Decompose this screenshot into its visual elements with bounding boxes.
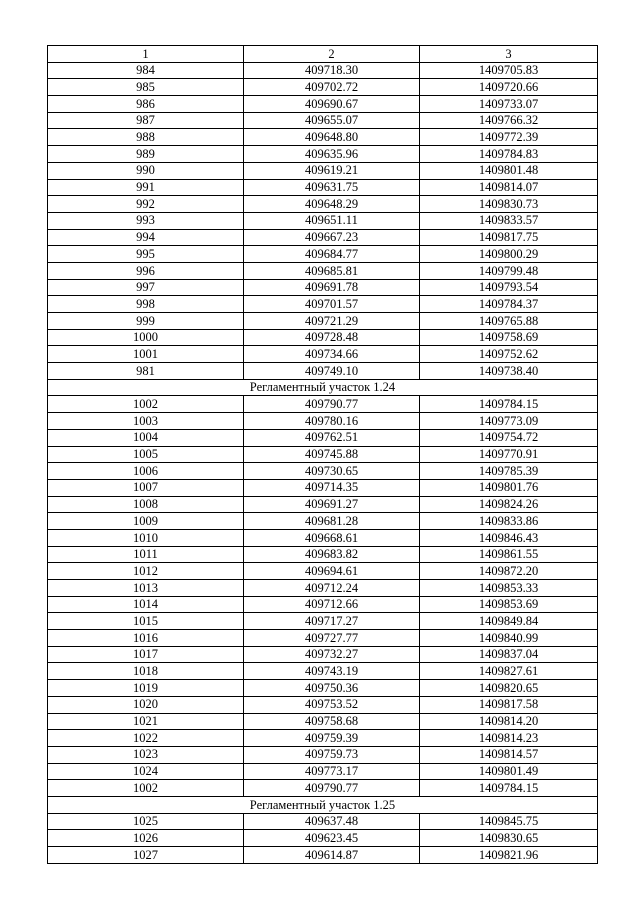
x-coordinate-cell: 409635.96 xyxy=(244,146,420,163)
y-coordinate-cell: 1409784.15 xyxy=(420,396,598,413)
point-number-cell: 985 xyxy=(48,79,244,96)
point-number-cell: 1011 xyxy=(48,546,244,563)
table-row xyxy=(48,279,598,296)
point-number-cell: 997 xyxy=(48,279,244,296)
table-row xyxy=(48,62,598,79)
table-row xyxy=(48,746,598,763)
x-coordinate-cell: 409702.72 xyxy=(244,79,420,96)
table-row xyxy=(48,262,598,279)
point-number-cell: 1018 xyxy=(48,663,244,680)
table-row xyxy=(48,413,598,430)
x-coordinate-cell: 409759.73 xyxy=(244,746,420,763)
point-number-cell: 1006 xyxy=(48,463,244,480)
x-coordinate-cell: 409727.77 xyxy=(244,630,420,647)
table-row xyxy=(48,146,598,163)
point-number-cell: 1026 xyxy=(48,830,244,847)
x-coordinate-cell: 409684.77 xyxy=(244,246,420,263)
y-coordinate-cell: 1409801.49 xyxy=(420,763,598,780)
y-coordinate-cell: 1409817.58 xyxy=(420,696,598,713)
y-coordinate-cell: 1409801.48 xyxy=(420,162,598,179)
y-coordinate-cell: 1409758.69 xyxy=(420,329,598,346)
y-coordinate-cell: 1409784.37 xyxy=(420,296,598,313)
point-number-cell: 1010 xyxy=(48,529,244,546)
x-coordinate-cell: 409685.81 xyxy=(244,262,420,279)
table-row xyxy=(48,246,598,263)
y-coordinate-cell: 1409766.32 xyxy=(420,112,598,129)
y-coordinate-cell: 1409846.43 xyxy=(420,529,598,546)
table-row xyxy=(48,179,598,196)
point-number-cell: 1005 xyxy=(48,446,244,463)
point-number-cell: 1014 xyxy=(48,596,244,613)
y-coordinate-cell: 1409833.86 xyxy=(420,513,598,530)
x-coordinate-cell: 409701.57 xyxy=(244,296,420,313)
table-row xyxy=(48,563,598,580)
table-row xyxy=(48,813,598,830)
x-coordinate-cell: 409718.30 xyxy=(244,62,420,79)
y-coordinate-cell: 1409784.15 xyxy=(420,780,598,797)
point-number-cell: 989 xyxy=(48,146,244,163)
y-coordinate-cell: 1409845.75 xyxy=(420,813,598,830)
table-row xyxy=(48,496,598,513)
point-number-cell: 993 xyxy=(48,212,244,229)
y-coordinate-cell: 1409720.66 xyxy=(420,79,598,96)
table-row xyxy=(48,763,598,780)
x-coordinate-cell: 409750.36 xyxy=(244,680,420,697)
table-row xyxy=(48,162,598,179)
point-number-cell: 987 xyxy=(48,112,244,129)
y-coordinate-cell: 1409793.54 xyxy=(420,279,598,296)
header-cell-point-number: 1 xyxy=(48,46,244,63)
x-coordinate-cell: 409732.27 xyxy=(244,646,420,663)
y-coordinate-cell: 1409754.72 xyxy=(420,429,598,446)
x-coordinate-cell: 409648.29 xyxy=(244,196,420,213)
point-number-cell: 1007 xyxy=(48,479,244,496)
y-coordinate-cell: 1409830.73 xyxy=(420,196,598,213)
y-coordinate-cell: 1409814.23 xyxy=(420,730,598,747)
table-row xyxy=(48,396,598,413)
table-row xyxy=(48,479,598,496)
point-number-cell: 999 xyxy=(48,313,244,330)
point-number-cell: 984 xyxy=(48,62,244,79)
point-number-cell: 1017 xyxy=(48,646,244,663)
table-row xyxy=(48,780,598,797)
point-number-cell: 1003 xyxy=(48,413,244,430)
y-coordinate-cell: 1409849.84 xyxy=(420,613,598,630)
point-number-cell: 1024 xyxy=(48,763,244,780)
table-row xyxy=(48,129,598,146)
x-coordinate-cell: 409712.66 xyxy=(244,596,420,613)
y-coordinate-cell: 1409853.69 xyxy=(420,596,598,613)
section-title: Регламентный участок 1.25 xyxy=(48,796,598,813)
y-coordinate-cell: 1409833.57 xyxy=(420,212,598,229)
table-row xyxy=(48,663,598,680)
x-coordinate-cell: 409691.27 xyxy=(244,496,420,513)
y-coordinate-cell: 1409765.88 xyxy=(420,313,598,330)
y-coordinate-cell: 1409814.20 xyxy=(420,713,598,730)
x-coordinate-cell: 409790.77 xyxy=(244,396,420,413)
x-coordinate-cell: 409790.77 xyxy=(244,780,420,797)
x-coordinate-cell: 409648.80 xyxy=(244,129,420,146)
table-row xyxy=(48,96,598,113)
point-number-cell: 1020 xyxy=(48,696,244,713)
table-row xyxy=(48,580,598,597)
point-number-cell: 1022 xyxy=(48,730,244,747)
x-coordinate-cell: 409614.87 xyxy=(244,847,420,864)
y-coordinate-cell: 1409733.07 xyxy=(420,96,598,113)
x-coordinate-cell: 409631.75 xyxy=(244,179,420,196)
x-coordinate-cell: 409717.27 xyxy=(244,613,420,630)
table-row xyxy=(48,546,598,563)
y-coordinate-cell: 1409872.20 xyxy=(420,563,598,580)
table-row xyxy=(48,730,598,747)
x-coordinate-cell: 409623.45 xyxy=(244,830,420,847)
point-number-cell: 986 xyxy=(48,96,244,113)
x-coordinate-cell: 409712.24 xyxy=(244,580,420,597)
table-row xyxy=(48,529,598,546)
point-number-cell: 1008 xyxy=(48,496,244,513)
table-row xyxy=(48,346,598,363)
table-row xyxy=(48,513,598,530)
point-number-cell: 1002 xyxy=(48,396,244,413)
table-row xyxy=(48,429,598,446)
table-row xyxy=(48,696,598,713)
x-coordinate-cell: 409714.35 xyxy=(244,479,420,496)
x-coordinate-cell: 409668.61 xyxy=(244,529,420,546)
x-coordinate-cell: 409780.16 xyxy=(244,413,420,430)
y-coordinate-cell: 1409800.29 xyxy=(420,246,598,263)
y-coordinate-cell: 1409784.83 xyxy=(420,146,598,163)
y-coordinate-cell: 1409770.91 xyxy=(420,446,598,463)
header-cell-y: 3 xyxy=(420,46,598,63)
point-number-cell: 1009 xyxy=(48,513,244,530)
table-body xyxy=(48,46,598,864)
x-coordinate-cell: 409667.23 xyxy=(244,229,420,246)
table-row xyxy=(48,680,598,697)
x-coordinate-cell: 409728.48 xyxy=(244,329,420,346)
x-coordinate-cell: 409730.65 xyxy=(244,463,420,480)
y-coordinate-cell: 1409799.48 xyxy=(420,262,598,279)
x-coordinate-cell: 409683.82 xyxy=(244,546,420,563)
table-row xyxy=(48,363,598,380)
table-row xyxy=(48,463,598,480)
point-number-cell: 1027 xyxy=(48,847,244,864)
y-coordinate-cell: 1409837.04 xyxy=(420,646,598,663)
table-row xyxy=(48,212,598,229)
y-coordinate-cell: 1409705.83 xyxy=(420,62,598,79)
y-coordinate-cell: 1409821.96 xyxy=(420,847,598,864)
y-coordinate-cell: 1409853.33 xyxy=(420,580,598,597)
table-row xyxy=(48,229,598,246)
table-row xyxy=(48,329,598,346)
point-number-cell: 1002 xyxy=(48,780,244,797)
x-coordinate-cell: 409681.28 xyxy=(244,513,420,530)
y-coordinate-cell: 1409752.62 xyxy=(420,346,598,363)
x-coordinate-cell: 409743.19 xyxy=(244,663,420,680)
y-coordinate-cell: 1409785.39 xyxy=(420,463,598,480)
table-row xyxy=(48,79,598,96)
table-row xyxy=(48,296,598,313)
coordinates-table xyxy=(47,45,598,864)
x-coordinate-cell: 409691.78 xyxy=(244,279,420,296)
table-row xyxy=(48,196,598,213)
y-coordinate-cell: 1409773.09 xyxy=(420,413,598,430)
point-number-cell: 1019 xyxy=(48,680,244,697)
table-row xyxy=(48,630,598,647)
table-row xyxy=(48,613,598,630)
point-number-cell: 1023 xyxy=(48,746,244,763)
point-number-cell: 1012 xyxy=(48,563,244,580)
table-row xyxy=(48,713,598,730)
point-number-cell: 991 xyxy=(48,179,244,196)
point-number-cell: 1001 xyxy=(48,346,244,363)
x-coordinate-cell: 409749.10 xyxy=(244,363,420,380)
table-row xyxy=(48,112,598,129)
x-coordinate-cell: 409651.11 xyxy=(244,212,420,229)
y-coordinate-cell: 1409824.26 xyxy=(420,496,598,513)
table-row xyxy=(48,646,598,663)
table-row xyxy=(48,313,598,330)
point-number-cell: 1004 xyxy=(48,429,244,446)
header-cell-x: 2 xyxy=(244,46,420,63)
point-number-cell: 1015 xyxy=(48,613,244,630)
table-row xyxy=(48,847,598,864)
y-coordinate-cell: 1409801.76 xyxy=(420,479,598,496)
x-coordinate-cell: 409773.17 xyxy=(244,763,420,780)
point-number-cell: 988 xyxy=(48,129,244,146)
section-row xyxy=(48,796,598,813)
y-coordinate-cell: 1409830.65 xyxy=(420,830,598,847)
y-coordinate-cell: 1409814.57 xyxy=(420,746,598,763)
y-coordinate-cell: 1409738.40 xyxy=(420,363,598,380)
y-coordinate-cell: 1409820.65 xyxy=(420,680,598,697)
y-coordinate-cell: 1409827.61 xyxy=(420,663,598,680)
point-number-cell: 981 xyxy=(48,363,244,380)
x-coordinate-cell: 409721.29 xyxy=(244,313,420,330)
table-row xyxy=(48,596,598,613)
x-coordinate-cell: 409690.67 xyxy=(244,96,420,113)
x-coordinate-cell: 409619.21 xyxy=(244,162,420,179)
point-number-cell: 994 xyxy=(48,229,244,246)
point-number-cell: 1000 xyxy=(48,329,244,346)
header-row xyxy=(48,46,598,63)
y-coordinate-cell: 1409814.07 xyxy=(420,179,598,196)
point-number-cell: 992 xyxy=(48,196,244,213)
point-number-cell: 996 xyxy=(48,262,244,279)
x-coordinate-cell: 409734.66 xyxy=(244,346,420,363)
x-coordinate-cell: 409637.48 xyxy=(244,813,420,830)
y-coordinate-cell: 1409840.99 xyxy=(420,630,598,647)
table-row xyxy=(48,830,598,847)
point-number-cell: 1025 xyxy=(48,813,244,830)
y-coordinate-cell: 1409817.75 xyxy=(420,229,598,246)
x-coordinate-cell: 409655.07 xyxy=(244,112,420,129)
point-number-cell: 998 xyxy=(48,296,244,313)
x-coordinate-cell: 409753.52 xyxy=(244,696,420,713)
y-coordinate-cell: 1409861.55 xyxy=(420,546,598,563)
point-number-cell: 995 xyxy=(48,246,244,263)
point-number-cell: 1021 xyxy=(48,713,244,730)
y-coordinate-cell: 1409772.39 xyxy=(420,129,598,146)
x-coordinate-cell: 409745.88 xyxy=(244,446,420,463)
section-row xyxy=(48,379,598,396)
x-coordinate-cell: 409758.68 xyxy=(244,713,420,730)
table-row xyxy=(48,446,598,463)
point-number-cell: 1013 xyxy=(48,580,244,597)
point-number-cell: 990 xyxy=(48,162,244,179)
x-coordinate-cell: 409762.51 xyxy=(244,429,420,446)
point-number-cell: 1016 xyxy=(48,630,244,647)
section-title: Регламентный участок 1.24 xyxy=(48,379,598,396)
x-coordinate-cell: 409759.39 xyxy=(244,730,420,747)
x-coordinate-cell: 409694.61 xyxy=(244,563,420,580)
